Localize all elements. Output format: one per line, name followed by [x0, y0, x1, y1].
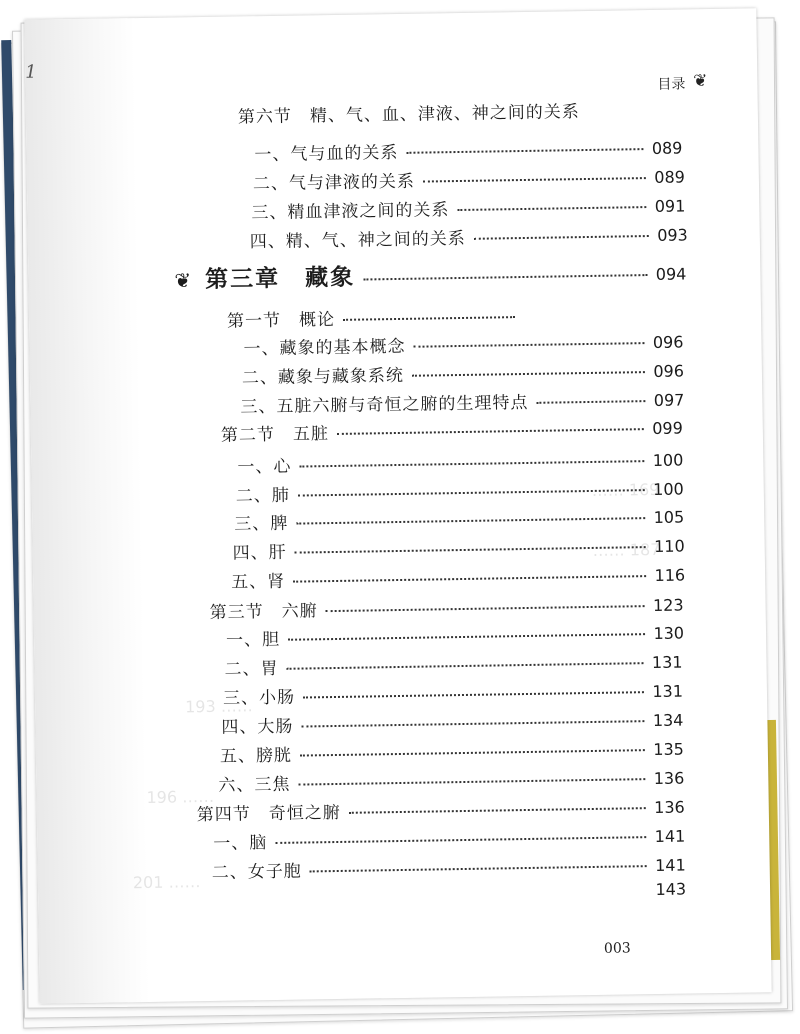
toc-item: 四、精、气、神之间的关系 093: [249, 225, 688, 253]
toc-section: [197, 793, 685, 826]
toc-item: 三、精血津液之间的关系 091: [251, 196, 686, 224]
section-title: 第六节 精、气、血、津液、神之间的关系: [237, 102, 580, 128]
toc-item: 二、气与津液的关系 089: [252, 167, 686, 195]
bleed-through-text: …… 169: [591, 479, 660, 500]
leader-dots: [298, 777, 645, 785]
page-number: 135: [653, 739, 685, 760]
page-number: 141: [654, 855, 686, 876]
page-number: 091: [654, 196, 686, 216]
leader-dots: [363, 274, 648, 280]
toc-item: 一、脑 141: [213, 826, 686, 854]
leader-dots: [303, 690, 644, 698]
toc-item: 三、小肠 131: [222, 681, 684, 709]
bleed-through-text: 193 ……: [184, 696, 253, 717]
leader-dots: [326, 604, 645, 612]
page-number: 136: [653, 768, 685, 789]
toc-item: 一、心 100: [237, 450, 684, 478]
toc-section-6: [237, 98, 580, 128]
leader-dots: [413, 341, 644, 348]
leader-dots: [296, 516, 645, 524]
leader-dots: [293, 574, 646, 583]
toc-chapter-3: [174, 253, 686, 294]
bleed-through-text: …… 187: [592, 539, 661, 560]
leader-dots: [288, 632, 645, 641]
running-head: 目录: [657, 76, 686, 93]
toc-item: 二、藏象与藏象系统 096: [241, 361, 685, 389]
leader-dots: [423, 176, 646, 183]
leader-dots: [474, 234, 649, 240]
toc-item: 五、肾 116: [231, 565, 686, 593]
page-number: 141: [654, 826, 686, 847]
page-number: 105: [653, 507, 685, 527]
toc-section: [209, 591, 683, 623]
toc-item: 一、胆 130: [225, 623, 685, 651]
leader-dots: [457, 205, 646, 211]
leader-dots: [287, 661, 644, 670]
page-number: 100: [652, 450, 684, 470]
leader-dots: [536, 399, 645, 404]
page-number: 094: [655, 264, 687, 284]
page-number: 099: [652, 418, 683, 438]
leaf-icon: ❦: [174, 268, 192, 293]
leader-dots: [406, 147, 643, 154]
leader-dots: [337, 427, 644, 435]
toc-item: 二、胃 131: [224, 652, 683, 680]
page-number: 131: [652, 681, 684, 702]
leader-dots: [275, 835, 646, 844]
page-number: 110: [653, 536, 685, 556]
toc-page: [24, 8, 771, 1003]
leader-dots: [349, 806, 646, 814]
page-gutter-shadow: [24, 18, 149, 1004]
toc-item: 二、肺 100: [235, 479, 684, 507]
leader-dots: [300, 748, 645, 756]
section-title: 第四节 奇恒之腑: [196, 802, 341, 826]
page-number: 131: [651, 652, 683, 673]
leader-dots: [295, 545, 646, 554]
page-number: 136: [654, 797, 685, 818]
page-number: 100: [653, 479, 684, 499]
section-title: 第一节 概论: [226, 309, 336, 332]
toc-item: 一、气与血的关系 089: [254, 138, 683, 166]
leader-dots: [343, 315, 515, 321]
bleed-through-text: 196 ……: [146, 786, 215, 807]
page-number: 096: [653, 361, 685, 381]
chapter-title: 第三章 藏象: [204, 264, 356, 293]
page-number: 097: [653, 390, 685, 410]
page-number: 130: [653, 623, 685, 644]
leader-dots: [310, 864, 647, 872]
page-number: 089: [651, 138, 683, 158]
page-number: 123: [652, 595, 684, 616]
page-number: 089: [654, 167, 686, 187]
leader-dots: [299, 459, 644, 467]
page-number: 134: [652, 710, 684, 731]
page-number: 096: [652, 332, 684, 352]
toc-item: 三、五脏六腑与奇恒之腑的生理特点 097: [240, 390, 685, 418]
toc-item: 五、膀胱 135: [219, 739, 685, 767]
toc-item: 一、藏象的基本概念 096: [243, 332, 684, 360]
leaf-icon: ❦: [692, 71, 708, 92]
leader-dots: [412, 370, 645, 377]
section-title: 第三节 六腑: [209, 601, 318, 623]
toc-section: [221, 414, 683, 446]
toc-item: 二、女子胞 141: [211, 855, 686, 883]
toc-item: 六、三焦 136: [218, 768, 685, 796]
bleed-through-text: 201 ……: [132, 872, 201, 893]
leader-dots: [301, 719, 644, 727]
toc-item: 四、大肠 134: [221, 710, 684, 738]
page-footer-number: 003: [603, 940, 631, 957]
section-title: 第二节 五脏: [220, 424, 330, 446]
page-number: 116: [654, 565, 686, 585]
page-number: 093: [657, 225, 688, 245]
toc-item: [586, 880, 686, 901]
toc-item: 三、脾 105: [234, 507, 685, 535]
leader-dots: [298, 488, 645, 496]
margin-mark: 1: [24, 61, 37, 83]
toc-item: 四、肝 110: [232, 536, 685, 564]
toc-section: [227, 300, 675, 332]
page-number: 143: [655, 879, 687, 900]
